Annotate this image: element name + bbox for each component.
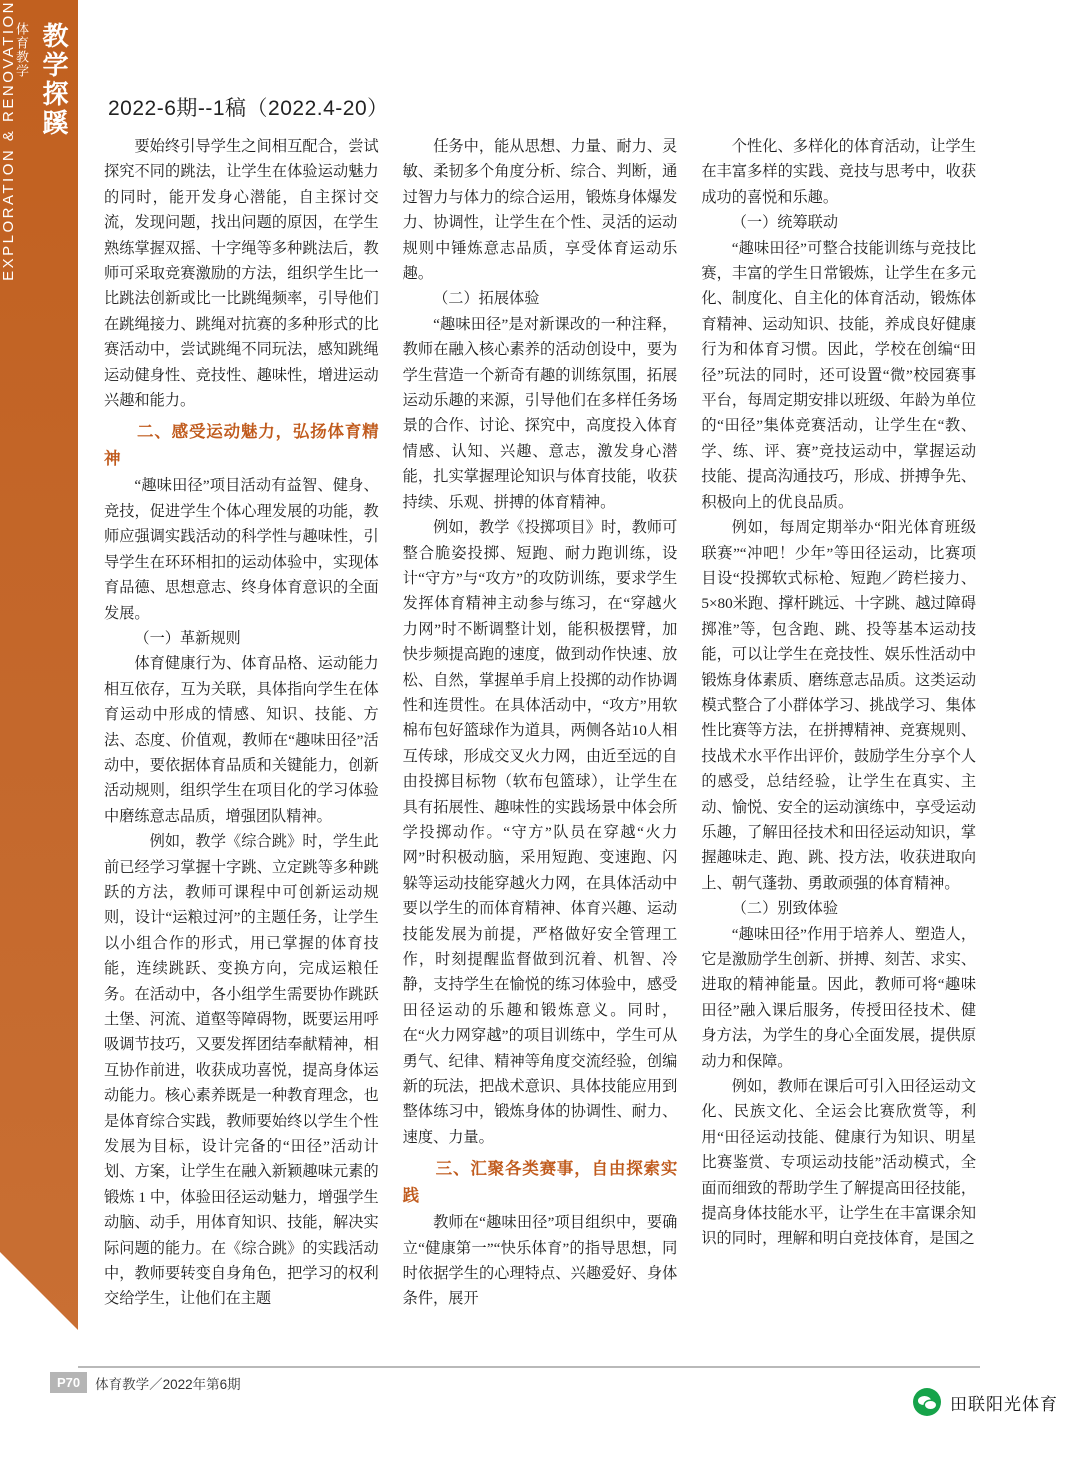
column-3 xyxy=(701,134,976,1334)
footer-left-group xyxy=(50,1372,241,1393)
issue-header: 2022-6期--1稿（2022.4-20） xyxy=(108,97,389,120)
body-paragraph: 例如，教师在课后可引入田径运动文化、民族文化、全运会比赛欣赏等，利用“田径运动技能、健康行为知识、明星比赛鉴赏、专项运动技能”活动模式，全面而细致的帮助学生了解提高田径技能，提高身体技能水平，让学生在丰富课余知识的同时，理解和明白竞技体育，是国之 xyxy=(701,1078,977,1248)
brand-subtitle: 体育教学 xyxy=(14,22,29,78)
brand-title: 教学探蹊 xyxy=(39,22,69,138)
column-2 xyxy=(403,134,678,1334)
wechat-icon xyxy=(913,1388,941,1416)
column-1 xyxy=(104,134,379,1334)
body-paragraph: 任务中，能从思想、力量、耐力、灵敏、柔韧多个角度分析、综合、判断，通过智力与体力的综合运用，锻炼身体爆发力、协调性，让学生在个性、灵活的运动规则中锤炼意志品质，享受体育运动乐趣。 xyxy=(402,138,678,283)
body-paragraph: 体育健康行为、体育品格、运动能力相互依存，互为关联，具体指向学生在体育运动中形成的情感、知识、技能、方法、态度、价值观，教师在“趣味田径”活动中，要依据体育品质和关键能力，创新活动规则，组织学生在项目化的学习体验中磨练意志品质，增强团队精神。 xyxy=(104,655,379,825)
body-paragraph: 要始终引导学生之间相互配合，尝试探究不同的跳法，让学生在体验运动魅力的同时，能开发身心潜能，自主探讨交流，发现问题，找出问题的原因，在学生熟练掌握双摇、十字绳等多种跳法后，教师可采取竞赛激励的方法，组织学生比一比跳法创新或比一比跳绳频率，引导他们在跳绳接力、跳绳对抗赛的多种形式的比赛活动中，尝试跳绳不同玩法，感知跳绳运动健身性、竞技性、趣味性，增进运动兴趣和能力。 xyxy=(104,138,379,410)
body-paragraph: “趣味田径”作用于培养人、塑造人，它是激励学生创新、拼搏、刻苦、求实、进取的精神能量。因此，教师可将“趣味田径”融入课后服务，传授田径技术、健身方法，为学生的身心全面发展，提供原动力和保障。 xyxy=(701,925,977,1070)
body-paragraph: 例如，教学《综合跳》时，学生此前已经学习掌握十字跳、立定跳等多种跳跃的方法，教师可课程中可创新运动规则，设计“运粮过河”的主题任务，让学生以小组合作的形式，用已掌握的体育技能，连续跳跃、变换方向，完成运粮任务。在活动中，各小组学生需要协作跳跃土堡、河流、道壑等障碍物，既要运用呼吸调节技巧，又要发挥团结奉献精神，相互协作前进，收获成功喜悦，提高身体运动能力。核心素养既是一种教育理念，也是体育综合实践，教师要始终以学生个性发展为目标，设计完备的“田径”活动计划、方案，让学生在融入新颖趣味元素的锻炼 1 中，体验田径运动魅力，增强学生动脑、动手，用体育知识、技能，解决实际问题的能力。在《综合跳》的实践活动中，教师要转变自身角色，把学习的权利交给学生，让他们在主题 xyxy=(104,833,379,1308)
subsection-heading: （二）别致体验 xyxy=(731,900,839,918)
sidebar-corner-notch xyxy=(0,1252,78,1330)
brand-sidebar xyxy=(0,0,78,1330)
brand-english-tagline: EXPLORATION & RENOVATION xyxy=(0,0,17,281)
body-paragraph: 例如，每周定期举办“阳光体育班级联赛”“冲吧！少年”等田径运动，比赛项目设“投掷软式标枪、短跑／跨栏接力、5×80米跑、撑杆跳远、十字跳、越过障碍掷准”等，包含跑、跳、投等基本运动技能，可以让学生在竞技性、娱乐性活动中锻炼身体素质、磨练意志品质。这类运动模式整合了小群体学习、挑战学习、集体性比赛等方法，在拼搏精神、竞赛规则、技战术水平作出评价，鼓励学生分享个人的感受，总结经验，让学生在真实、主动、愉悦、安全的运动演练中，享受运动乐趣，了解田径技术和田径运动知识，掌握趣味走、跑、跳、投方法，收获进取向上、朝气蓬勃、勇敢顽强的体育精神。 xyxy=(701,519,977,892)
footer-divider xyxy=(78,1366,980,1368)
page-number-badge: P70 xyxy=(50,1372,87,1393)
wechat-account-badge xyxy=(913,1388,1058,1416)
subsection-heading: （一）统筹联动 xyxy=(731,214,839,232)
article-columns xyxy=(104,134,976,1334)
body-paragraph: 教师在“趣味田径”项目组织中，要确立“健康第一”“快乐体育”的指导思想，同时依据学生的心理特点、兴趣爱好、身体条件，展开 xyxy=(402,1214,678,1308)
section-heading: 二、感受运动魅力，弘扬体育精神 xyxy=(104,423,379,469)
body-paragraph: 例如，教学《投掷项目》时，教师可整合脆姿投掷、短跑、耐力跑训练，设计“守方”与“攻方”的攻防训练，要求学生发挥体育精神主动参与练习，在“穿越火力网”时不断调整计划，能积极摆臂，加快步频提高跑的速度，做到动作快速、放松、自然，掌握单手肩上投掷的动作协调性和连贯性。在具体活动中，“攻方”用软棉布包好篮球作为道具，两侧各站10人相互传球，形成交叉火力网，由近至远的自由投掷目标物（软布包篮球），让学生在具有拓展性、趣味性的实践场景中体会所学投掷动作。“守方”队员在穿越“火力网”时积极动脑，采用短跑、变速跑、闪躲等运动技能穿越火力网，在具体活动中要以学生的而体育精神、体育兴趣、运动技能发展为前提，严格做好安全管理工作，时刻提醒监督做到沉着、机智、冷静，支持学生在愉悦的练习体验中，感受田径运动的乐趣和锻炼意义。同时，在“火力网穿越”的项目训练中，学生可从勇气、纪律、精神等角度交流经验，创编新的玩法，把战术意识、具体技能应用到整体练习中，锻炼身体的协调性、耐力、速度、力量。 xyxy=(402,519,678,1146)
footer-journal-info: 体育教学／2022年第6期 xyxy=(95,1376,241,1392)
subsection-heading: （一）革新规则 xyxy=(134,629,241,647)
body-paragraph: “趣味田径”是对新课改的一种注释，教师在融入核心素养的活动创设中，要为学生营造一个新奇有趣的训练氛围，拓展运动乐趣的来源，引导他们在多样任务场景的合作、讨论、探究中，高度投入体育情感、认知、兴趣、意志，激发身心潜能，扎实掌握理论知识与体育技能，收获持续、乐观、拼搏的体育精神。 xyxy=(402,315,678,511)
body-paragraph: “趣味田径”可整合技能训练与竞技比赛，丰富的学生日常锻炼，让学生在多元化、制度化、自主化的体育活动，锻炼体育精神、运动知识、技能，养成良好健康行为和体育习惯。因此，学校在创编“田径”玩法的同时，还可设置“微”校园赛事平台，每周定期安排以班级、年龄为单位的“田径”集体竞赛活动，让学生在“教、学、练、评、赛”竞技运动中，掌握运动技能、提高沟通技巧，形成、拼搏争先、积极向上的优良品质。 xyxy=(701,239,977,511)
body-paragraph: “趣味田径”项目活动有益智、健身、竞技，促进学生个体心理发展的功能，教师应强调实践活动的科学性与趣味性，引导学生在环环相扣的运动体验中，实现体育品德、思想意志、终身体育意识的全面发展。 xyxy=(104,477,379,622)
section-heading: 三、汇聚各类赛事，自由探索实践 xyxy=(402,1160,678,1206)
subsection-heading: （二）拓展体验 xyxy=(433,290,540,308)
body-paragraph: 个性化、多样化的体育活动，让学生在丰富多样的实践、竞技与思考中，收获成功的喜悦和乐趣。 xyxy=(701,138,977,206)
wechat-account-name: 田联阳光体育 xyxy=(950,1394,1058,1414)
